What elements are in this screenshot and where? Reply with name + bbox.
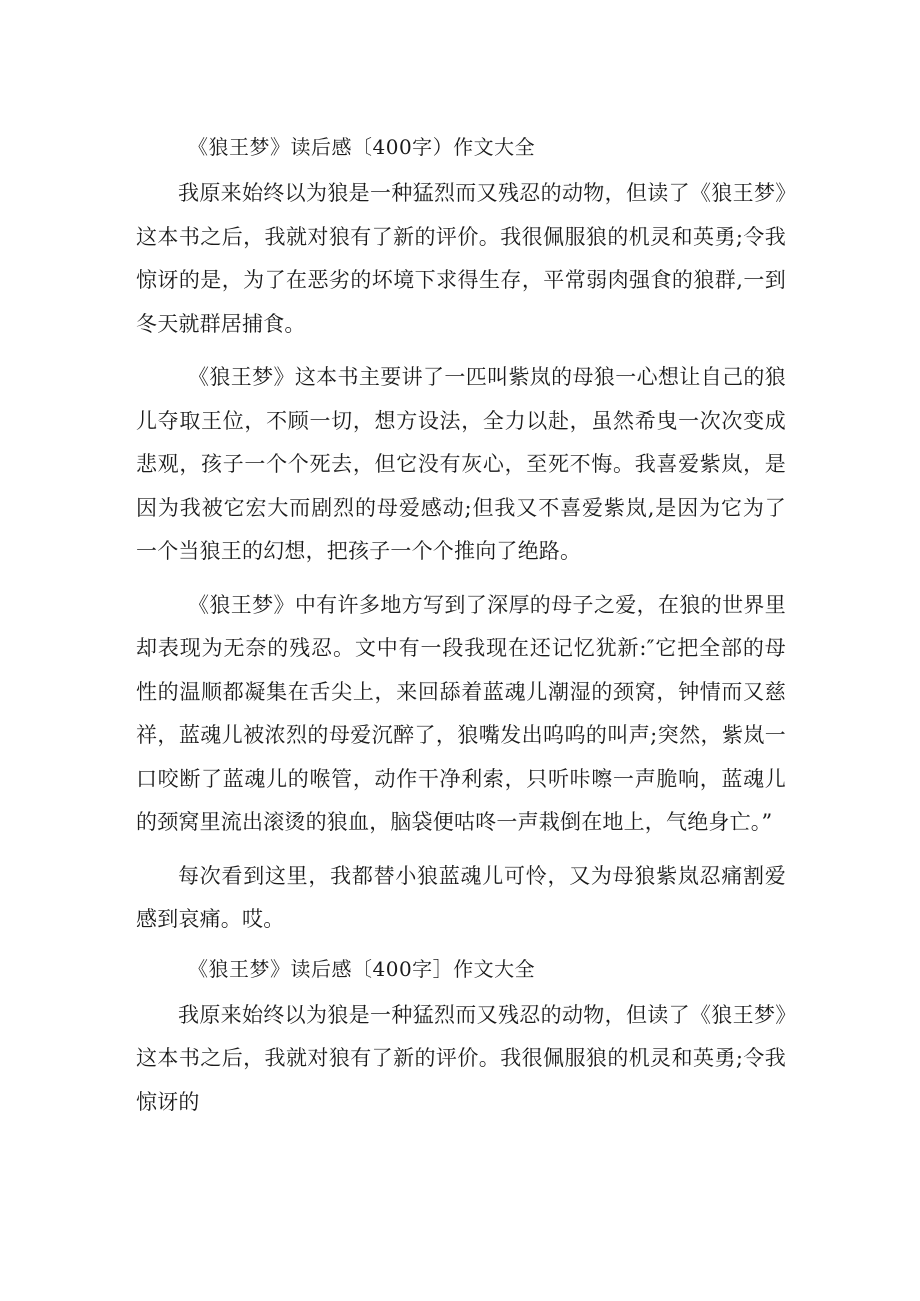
article-title-repeat: 《狼王梦》读后感〔400字］作文大全: [188, 956, 536, 981]
paragraph-5: 我原来始终以为狼是一种猛烈而又残忍的动物，但读了《狼王梦》这本书之后，我就对狼有了新的评价。我很佩服狼的机灵和英勇;令我惊讶的: [136, 1002, 786, 1114]
paragraph-2: 《狼王梦》这本书主要讲了一匹叫紫岚的母狼一心想让自己的狼儿夺取王位，不顾一切，想方设法，全力以赴，虽然希曳一次次变成悲观，孩子一个个死去，但它没有灰心，至死不悔。我喜爱紫岚，是因为我被它宏大而剧烈的母爱感动;但我又不喜爱紫岚,是因为它为了一个当狼王的幻想，把孩子一个个推向了绝路。: [136, 365, 786, 563]
paragraph-4: 每次看到这里，我都替小狼蓝魂儿可怜，又为母狼紫岚忍痛割爱感到哀痛。哎。: [136, 863, 786, 931]
article-title: 《狼王梦》读后感〔400字）作文大全: [188, 135, 536, 159]
document-body: [136, 130, 786, 1124]
paragraph-1: 我原来始终以为狼是一种猛烈而又残忍的动物，但读了《狼王梦》这本书之后，我就对狼有了新的评价。我很佩服狼的机灵和英勇;令我惊讶的是，为了在恶劣的坏境下求得生存，平常弱肉强食的狼群,一到冬天就群居捕食。: [136, 181, 786, 336]
paragraph-3: 《狼王梦》中有许多地方写到了深厚的母子之爱，在狼的世界里却表现为无奈的残忍。文中有一段我现在还记忆犹新:″它把全部的母性的温顺都凝集在舌尖上，来回舔着蓝魂儿潮湿的颈窝，钟情而又慈祥，蓝魂儿被浓烈的母爱沉醉了，狼嘴发出呜呜的叫声;突然，紫岚一口咬断了蓝魂儿的喉管，动作干净利索，只听咔嚓一声脆响，蓝魂儿的颈窝里流出滚烫的狼血，脑袋便咕咚一声栽倒在地上，气绝身亡。”: [136, 592, 786, 834]
